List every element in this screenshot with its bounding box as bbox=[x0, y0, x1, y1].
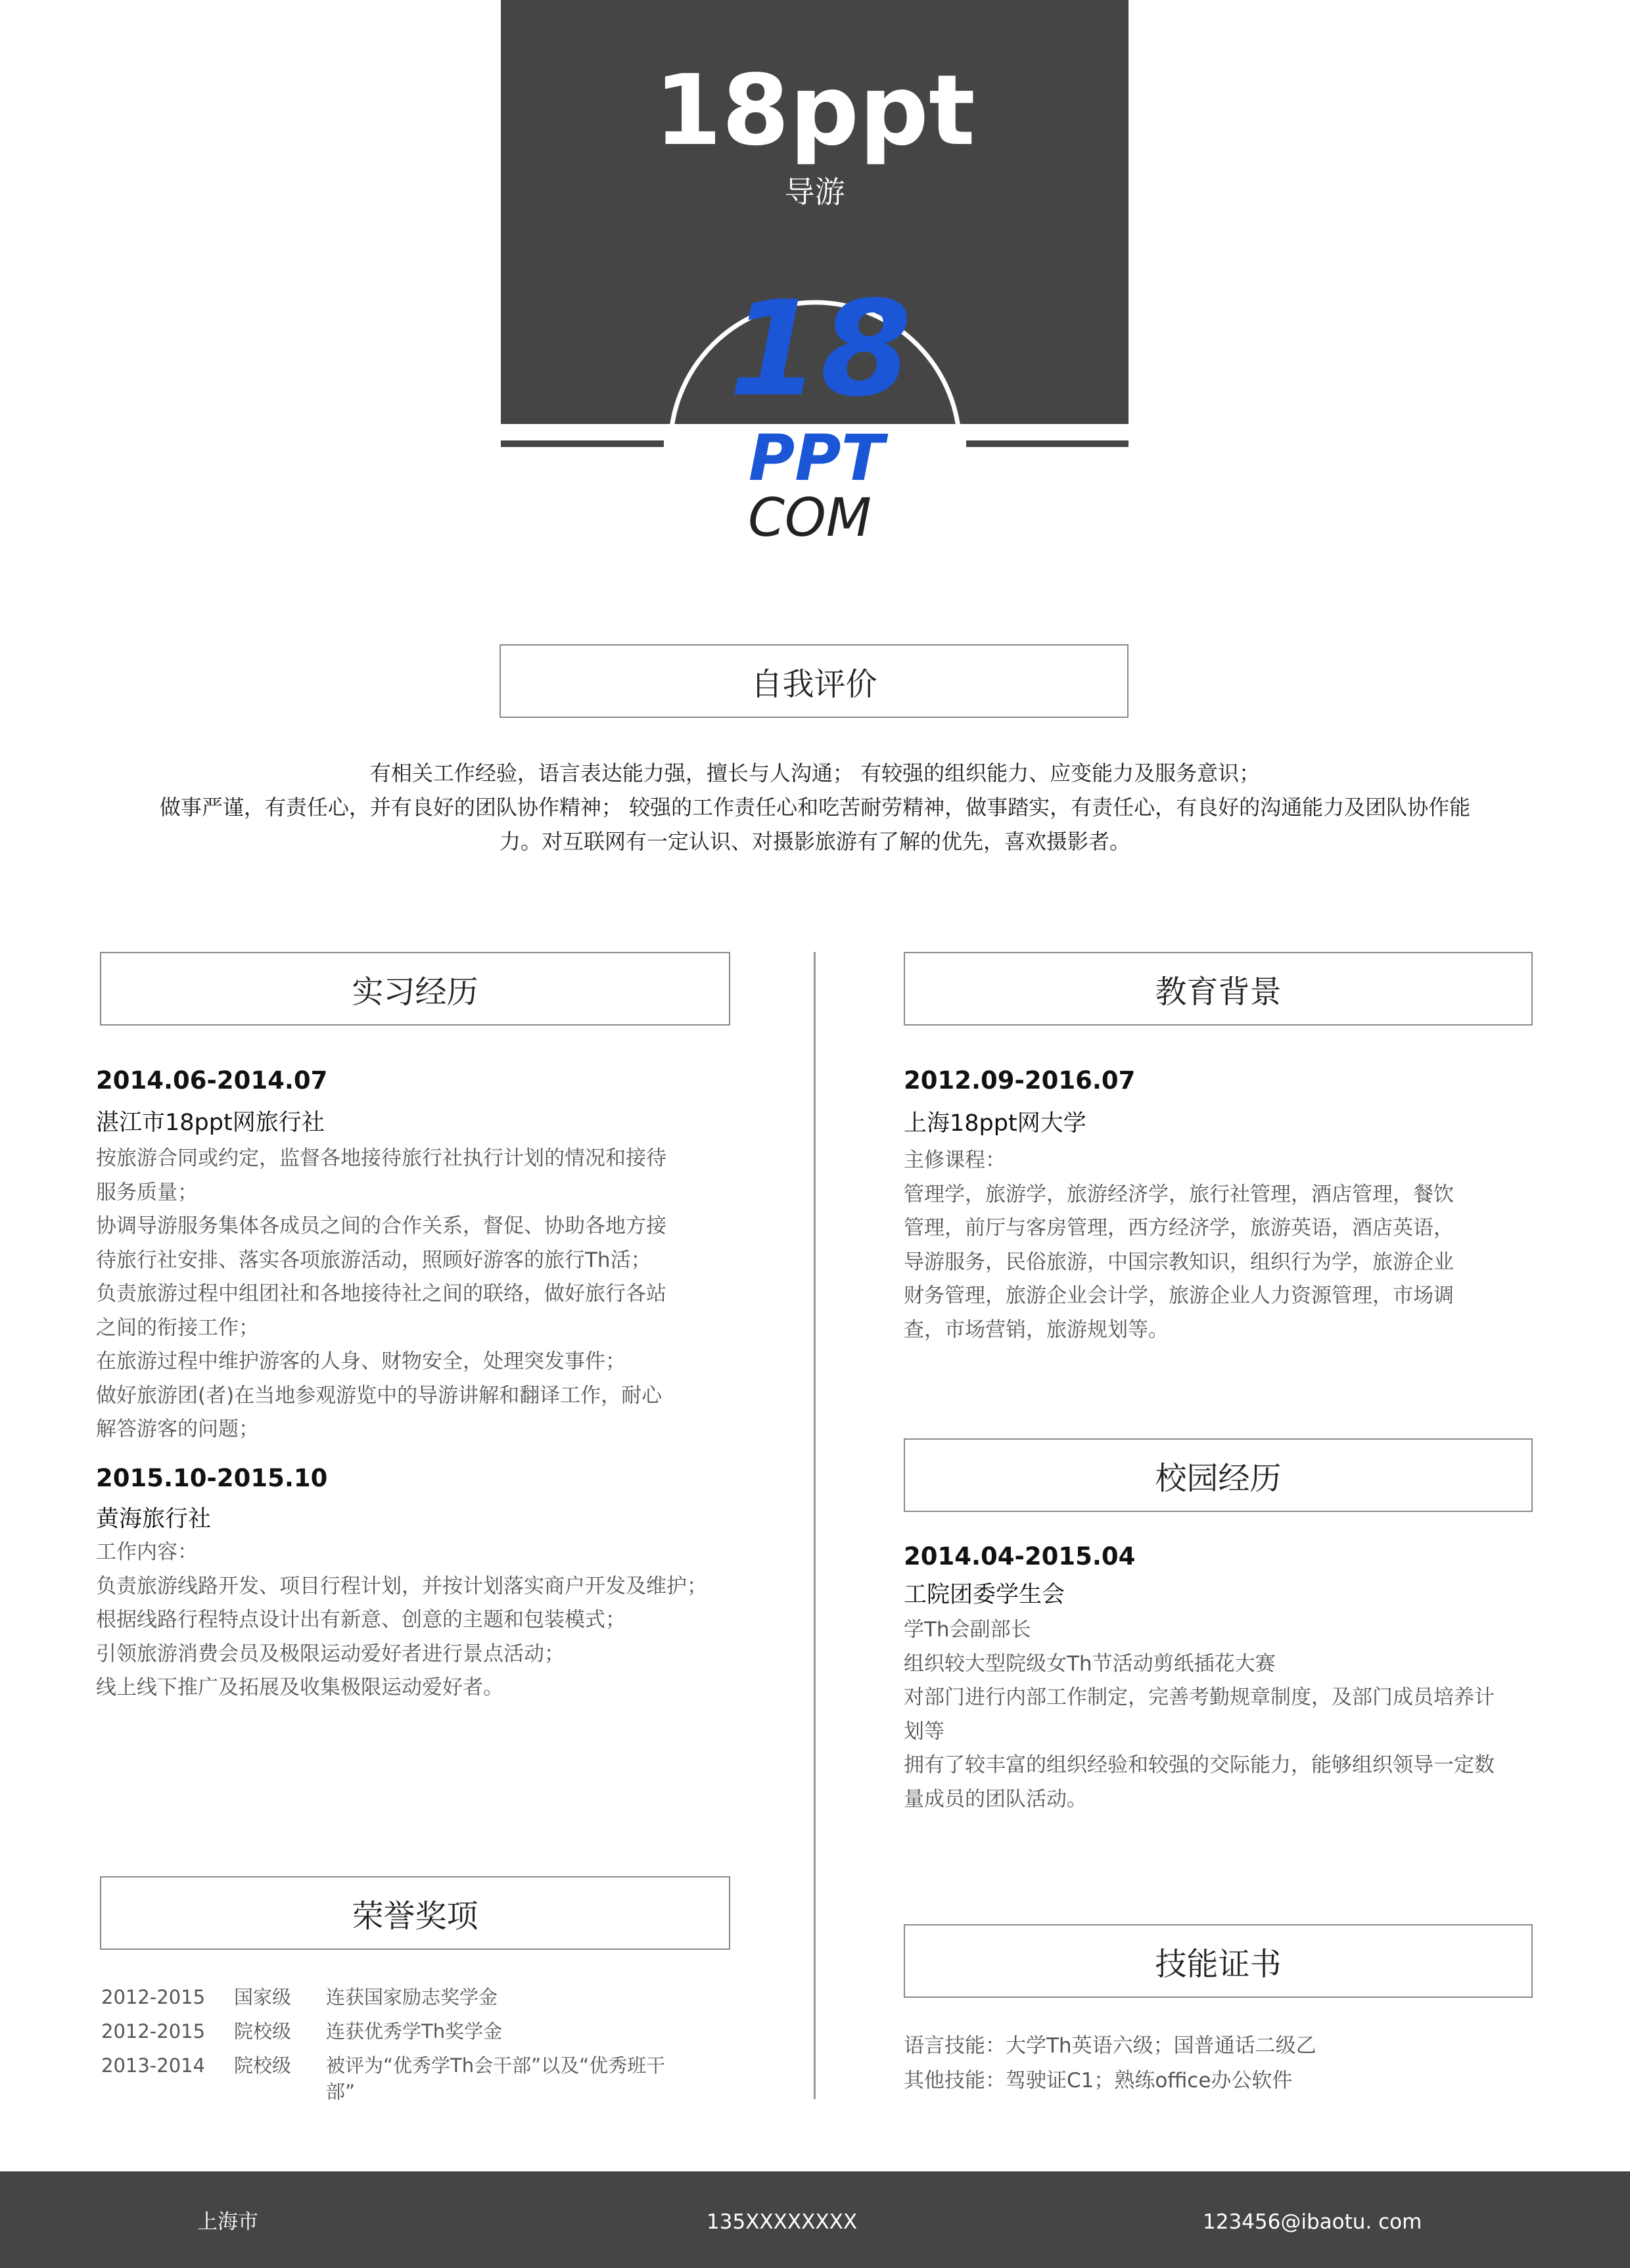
logo-com: COM bbox=[748, 487, 872, 548]
description-line: 导游服务，民俗旅游，中国宗教知识，组织行为学，旅游企业 bbox=[904, 1250, 1454, 1274]
section-title-honors: 荣誉奖项 bbox=[100, 1876, 730, 1950]
skills-list bbox=[904, 2029, 1561, 2098]
honor-years: 2012-2015 bbox=[101, 1986, 206, 2008]
description-line: 量成员的团队活动。 bbox=[904, 1787, 1087, 1811]
education-description bbox=[904, 1144, 1535, 1347]
logo-18ppt bbox=[664, 283, 966, 559]
column-divider bbox=[814, 952, 816, 2099]
internship-org: 湛江市18ppt网旅行社 bbox=[96, 1110, 325, 1136]
logo-ppt: PPT bbox=[748, 421, 885, 495]
internship-description bbox=[96, 1142, 806, 1447]
description-line: 负责旅游过程中组团社和各地接待社之间的联络，做好旅行各站 bbox=[96, 1282, 666, 1306]
campus-description bbox=[904, 1613, 1568, 1816]
internship-org: 黄海旅行社 bbox=[96, 1506, 212, 1532]
description-line: 拥有了较丰富的组织经验和较强的交际能力，能够组织领导一定数 bbox=[904, 1753, 1495, 1777]
honor-award-continued: 部” bbox=[326, 2081, 356, 2103]
candidate-name: 18ppt bbox=[654, 54, 975, 167]
honor-level: 院校级 bbox=[234, 2020, 292, 2043]
skill-line: 其他技能：驾驶证C1；熟练office办公软件 bbox=[904, 2069, 1293, 2092]
description-line: 工作内容： bbox=[96, 1540, 198, 1564]
description-line: 之间的衔接工作； bbox=[96, 1315, 259, 1340]
description-line: 在旅游过程中维护游客的人身、财物安全，处理突发事件； bbox=[96, 1350, 626, 1373]
description-line: 协调导游服务集体各成员之间的合作关系，督促、协助各地方接 bbox=[96, 1214, 666, 1238]
self-eval-line: 力。对互联网有一定认识、对摄影旅游有了解的优先，喜欢摄影者。 bbox=[499, 829, 1130, 854]
campus-org: 工院团委学生会 bbox=[904, 1582, 1065, 1608]
honor-level: 院校级 bbox=[234, 2054, 292, 2077]
honor-level: 国家级 bbox=[234, 1986, 292, 2008]
footer-email: 123456@ibaotu. com bbox=[1203, 2210, 1422, 2234]
description-line: 解答游客的问题； bbox=[96, 1417, 259, 1441]
internship-date: 2014.06-2014.07 bbox=[96, 1066, 328, 1095]
description-line: 负责旅游线路开发、项目行程计划，并按计划落实商户开发及维护； bbox=[96, 1574, 707, 1598]
honor-years: 2013-2014 bbox=[101, 2054, 206, 2077]
description-line: 服务质量； bbox=[96, 1180, 198, 1204]
footer-city: 上海市 bbox=[197, 2210, 258, 2234]
description-line: 线上线下推广及拓展及收集极限运动爱好者。 bbox=[96, 1676, 503, 1699]
self-eval-line: 有相关工作经验，语言表达能力强，擅长与人沟通； 有较强的组织能力、应变能力及服务意识； bbox=[369, 761, 1261, 786]
education-date: 2012.09-2016.07 bbox=[904, 1066, 1136, 1095]
description-line: 组织较大型院级女Th节活动剪纸插花大赛 bbox=[904, 1651, 1276, 1676]
honor-years: 2012-2015 bbox=[101, 2020, 206, 2043]
job-title: 导游 bbox=[784, 174, 845, 210]
honor-award: 被评为“优秀学Th会干部”以及“优秀班干 bbox=[326, 2054, 666, 2077]
description-line: 引领旅游消费会员及极限运动爱好者进行景点活动； bbox=[96, 1642, 565, 1666]
description-line: 对部门进行内部工作制定，完善考勤规章制度，及部门成员培养计 bbox=[904, 1686, 1495, 1709]
section-title-self-eval: 自我评价 bbox=[500, 644, 1129, 718]
honor-award: 连获优秀学Th奖学金 bbox=[326, 2020, 503, 2043]
internship-description bbox=[96, 1536, 812, 1705]
skill-line: 语言技能：大学Th英语六级；国普通话二级乙 bbox=[904, 2034, 1316, 2058]
education-school: 上海18ppt网大学 bbox=[904, 1110, 1086, 1137]
description-line: 划等 bbox=[904, 1719, 944, 1743]
description-line: 做好旅游团(者)在当地参观游览中的导游讲解和翻译工作，耐心 bbox=[96, 1383, 663, 1407]
honor-award: 连获国家励志奖学金 bbox=[326, 1986, 498, 2008]
description-line: 按旅游合同或约定，监督各地接待旅行社执行计划的情况和接待 bbox=[96, 1146, 666, 1170]
section-title-skills: 技能证书 bbox=[904, 1924, 1533, 1998]
description-line: 学Th会副部长 bbox=[904, 1618, 1031, 1642]
description-line: 查，市场营销，旅游规划等。 bbox=[904, 1317, 1169, 1342]
description-line: 主修课程： bbox=[904, 1148, 1006, 1172]
section-title-campus: 校园经历 bbox=[904, 1438, 1533, 1512]
description-line: 根据线路行程特点设计出有新意、创意的主题和包装模式； bbox=[96, 1608, 626, 1632]
campus-date: 2014.04-2015.04 bbox=[904, 1542, 1136, 1571]
description-line: 财务管理，旅游企业会计学，旅游企业人力资源管理，市场调 bbox=[904, 1284, 1454, 1308]
footer-phone: 135XXXXXXXX bbox=[707, 2210, 858, 2234]
self-eval-line: 做事严谨，有责任心，并有良好的团队协作精神； 较强的工作责任心和吃苦耐劳精神，做事踏实，有责任心，有良好的沟通能力及团队协作能 bbox=[159, 795, 1471, 820]
internship-date: 2015.10-2015.10 bbox=[96, 1464, 328, 1492]
logo-number: 18 bbox=[728, 283, 912, 426]
section-title-education: 教育背景 bbox=[904, 952, 1533, 1026]
description-line: 待旅行社安排、落实各项旅游活动，照顾好游客的旅行Th活； bbox=[96, 1248, 651, 1272]
description-line: 管理学，旅游学，旅游经济学，旅行社管理，酒店管理，餐饮 bbox=[904, 1182, 1454, 1206]
self-eval-text bbox=[105, 756, 1525, 859]
description-line: 管理，前厅与客房管理，西方经济学，旅游英语，酒店英语， bbox=[904, 1216, 1454, 1240]
section-title-internship: 实习经历 bbox=[100, 952, 730, 1026]
